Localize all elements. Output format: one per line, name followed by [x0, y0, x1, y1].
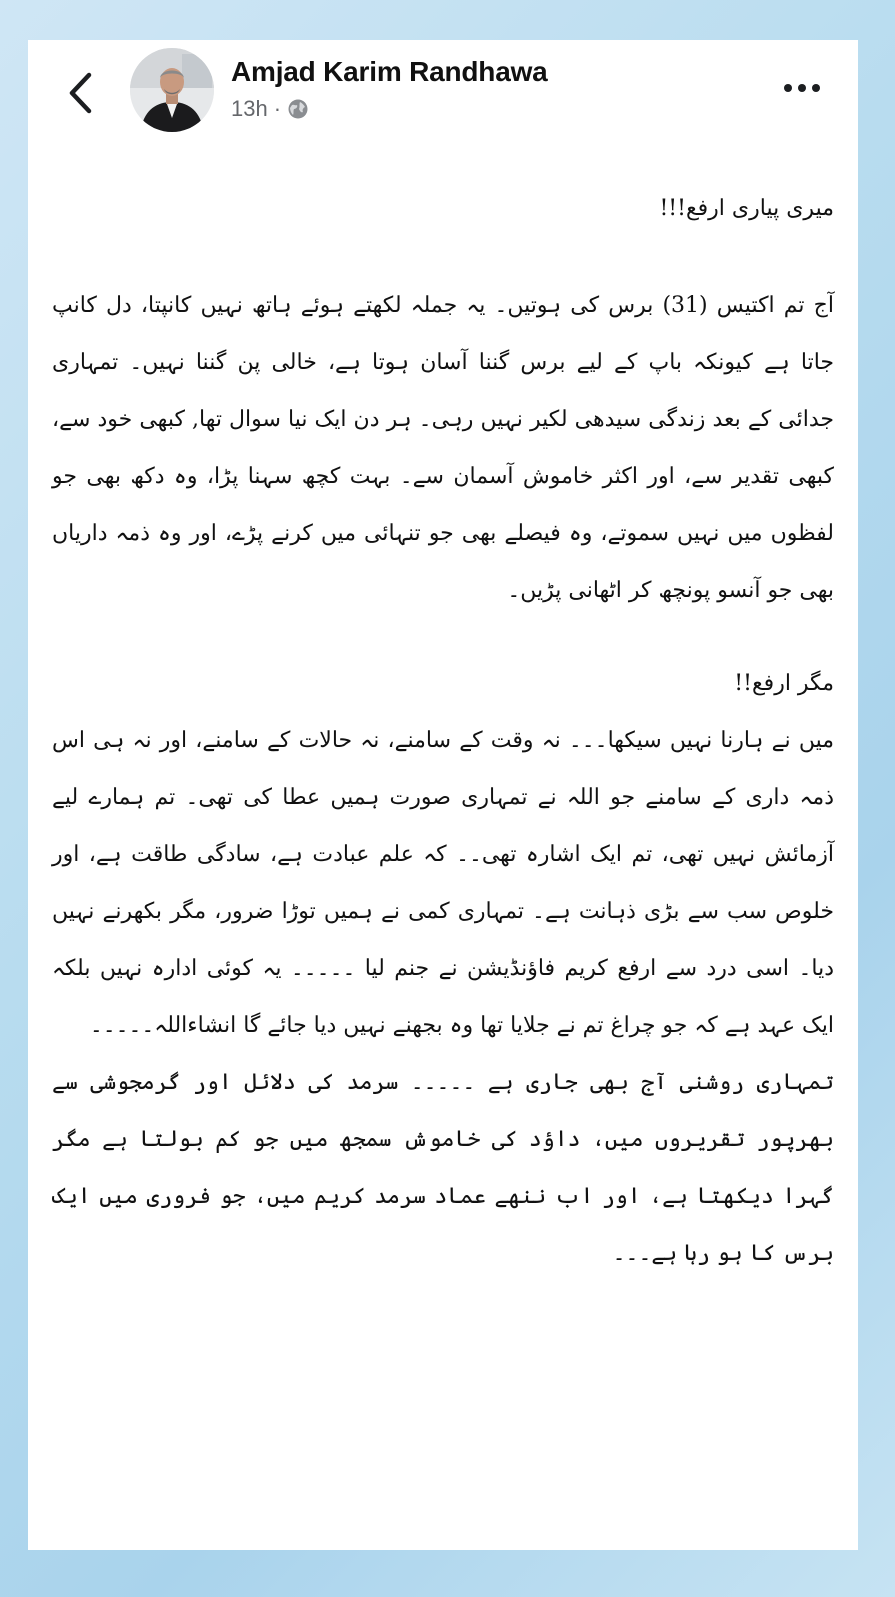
chevron-left-icon	[67, 72, 93, 114]
globe-icon	[287, 98, 309, 120]
post-card	[28, 40, 858, 1550]
post-paragraph-3: تمہاری روشنی آج بھی جاری ہے ۔۔۔۔۔ سرمد کی دلائل اور گرمجوشی سے بھرپور تقریروں میں، داؤد کی خاموش سمجھ میں جو کم بولتا ہے مگر گہرا دیکھتا ہے، اور اب ننھے عماد سرمد کریم میں، جو فروری میں ایک برس کا ہو رہا ہے۔۔۔	[52, 1070, 834, 1266]
avatar-image	[130, 48, 214, 132]
post-time[interactable]: 13h	[231, 96, 268, 121]
avatar[interactable]	[130, 48, 214, 132]
post-header	[28, 40, 858, 160]
post-paragraph-2: میں نے ہارنا نہیں سیکھا۔۔۔ نہ وقت کے سامنے، نہ حالات کے سامنے، اور نہ ہی اس ذمہ داری کے سامنے جو اللہ نے تمہاری صورت ہمیں عطا کی تھی۔ تم ہمارے لیے آزمائش نہیں تھی، تم ایک اشارہ تھی۔۔ کہ علم عبادت ہے، سادگی طاقت ہے، اور خلوص سب سے بڑی ذہانت ہے۔ تمہاری کمی نے ہمیں توڑا ضرور، مگر بکھرنے نہیں دیا۔ اسی درد سے ارفع کریم فاؤنڈیشن نے جنم لیا ۔۔۔۔۔ یہ کوئی ادارہ نہیں بلکہ ایک عہد ہے کہ جو چراغ تم نے جلایا تھا وہ بجھنے نہیں دیا جائے گا انشاءاللہ۔۔۔۔۔	[52, 728, 835, 1038]
post-paragraph-1: آج تم اکتیس (31) برس کی ہوتیں۔ یہ جملہ لکھتے ہوئے ہاتھ نہیں کانپتا، دل کانپ جاتا ہے کیونکہ باپ کے لیے برس گننا آسان ہوتا ہے، خالی پن گننا نہیں۔ تمہاری جدائی کے بعد زندگی سیدھی لکیر نہیں رہی۔ ہر دن ایک نیا سوال تھا, کبھی خود سے، کبھی تقدیر سے، اور اکثر خاموش آسمان سے۔ بہت کچھ سہنا پڑا، وہ دکھ بھی جو لفظوں میں نہیں سموتے، وہ فیصلے بھی جو تنہائی میں کرنے پڑے، اور وہ ذمہ داریاں بھی جو آنسو پونچھ کر اٹھانی پڑیں۔	[52, 293, 834, 603]
more-options-button[interactable]	[778, 76, 826, 100]
more-horizontal-icon	[782, 83, 822, 93]
bottom-fade	[28, 1520, 858, 1550]
post-greeting: میری پیاری ارفع!!!	[659, 196, 834, 221]
author-name[interactable]: Amjad Karim Randhawa	[231, 56, 548, 87]
meta-separator: ·	[273, 96, 282, 121]
back-button[interactable]	[60, 68, 100, 118]
post-heading-2: مگر ارفع!!	[734, 671, 834, 696]
post-body	[52, 180, 834, 1282]
post-meta	[231, 96, 309, 122]
